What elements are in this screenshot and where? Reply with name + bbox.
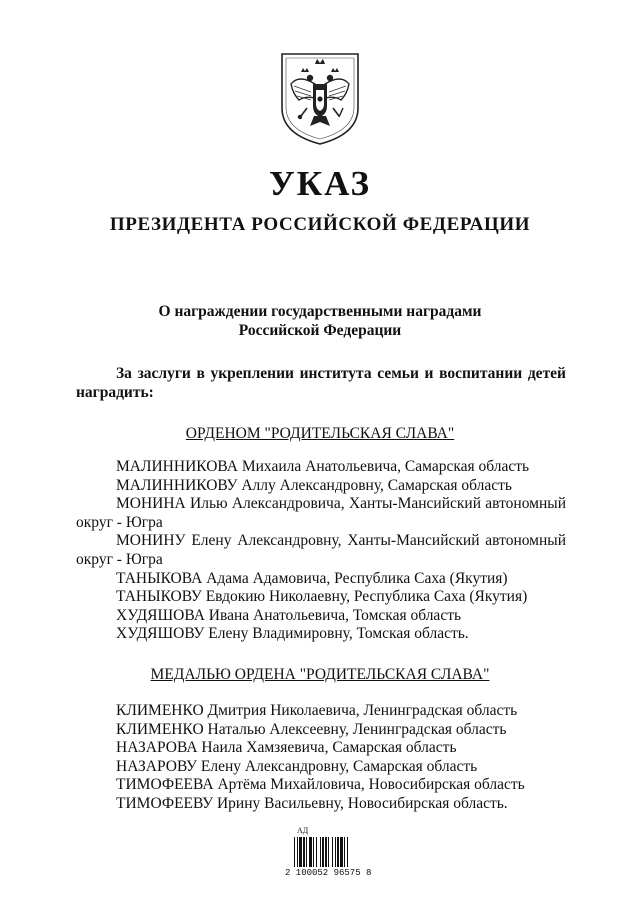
list-item bbox=[76, 607, 566, 626]
section-heading-medal: МЕДАЛЬЮ ОРДЕНА "РОДИТЕЛЬСКАЯ СЛАВА" bbox=[150, 666, 490, 683]
document-title: УКАЗ bbox=[269, 164, 371, 203]
recipient-surname: ТАНЫКОВА bbox=[116, 569, 203, 587]
list-item bbox=[76, 739, 566, 758]
recipient-details: Наила Хамзяевича, Самарская область bbox=[197, 739, 457, 757]
recipient-details: Елену Александровну, Ханты-Мансийский автономный округ - Югра bbox=[76, 532, 566, 568]
barcode-icon bbox=[294, 837, 366, 867]
recipient-surname: ТАНЫКОВУ bbox=[116, 588, 202, 606]
barcode-bar bbox=[294, 837, 295, 867]
list-item bbox=[76, 702, 566, 721]
recipient-surname: НАЗАРОВУ bbox=[116, 757, 198, 775]
preamble-text: За заслуги в укреплении института семьи и воспитании детей наградить: bbox=[76, 365, 566, 401]
document-subject bbox=[0, 302, 640, 340]
barcode-bar bbox=[344, 837, 345, 867]
award-list-medal bbox=[76, 702, 566, 814]
recipient-details: Елену Александровну, Самарская область bbox=[197, 757, 478, 775]
list-item bbox=[76, 458, 566, 477]
barcode-bar bbox=[303, 837, 305, 867]
barcode-mark: АД bbox=[297, 826, 309, 835]
barcode-bar bbox=[297, 837, 298, 867]
recipient-surname: ТИМОФЕЕВА bbox=[116, 776, 214, 794]
barcode-bar bbox=[335, 837, 336, 867]
barcode-bar bbox=[332, 837, 333, 867]
barcode-bar bbox=[320, 837, 321, 867]
barcode-bar bbox=[322, 837, 324, 867]
barcode-bar bbox=[325, 837, 327, 867]
coat-of-arms-icon bbox=[277, 50, 363, 146]
barcode-number: 2 100052 96575 8 bbox=[285, 868, 372, 878]
recipient-surname: КЛИМЕНКО bbox=[116, 702, 204, 719]
barcode-bar bbox=[337, 837, 339, 867]
barcode-bar bbox=[313, 837, 314, 867]
recipient-details: Михаила Анатольевича, Самарская область bbox=[237, 458, 530, 475]
recipient-surname: МОНИНУ bbox=[116, 532, 186, 550]
recipient-details: Наталью Алексеевну, Ленинградская область bbox=[203, 720, 507, 738]
subject-line-2: Российской Федерации bbox=[238, 322, 402, 339]
recipient-details: Илью Александровича, Ханты-Мансийский автономный округ - Югра bbox=[76, 495, 566, 531]
list-item bbox=[76, 570, 566, 589]
barcode-bar bbox=[328, 837, 329, 867]
section-heading-order: ОРДЕНОМ "РОДИТЕЛЬСКАЯ СЛАВА" bbox=[185, 425, 455, 442]
recipient-surname: МОНИНА bbox=[116, 495, 186, 513]
recipient-surname: МАЛИННИКОВА bbox=[116, 458, 238, 475]
document-issuer: ПРЕЗИДЕНТА РОССИЙСКОЙ ФЕДЕРАЦИИ bbox=[109, 214, 531, 235]
barcode-bar bbox=[316, 837, 317, 867]
list-item bbox=[76, 532, 566, 569]
barcode-bar bbox=[347, 837, 348, 867]
recipient-details: Евдокию Николаевну, Республика Саха (Якутия) bbox=[201, 588, 528, 606]
recipient-surname: НАЗАРОВА bbox=[116, 739, 198, 757]
barcode-bar bbox=[299, 837, 302, 867]
list-item bbox=[76, 477, 566, 496]
recipient-details: Ивана Анатольевича, Томская область bbox=[204, 606, 462, 624]
recipient-surname: МАЛИННИКОВУ bbox=[116, 476, 238, 494]
list-item bbox=[76, 776, 566, 795]
recipient-details: Аллу Александровну, Самарская область bbox=[237, 476, 512, 494]
list-item bbox=[76, 495, 566, 532]
recipient-surname: КЛИМЕНКО bbox=[116, 720, 204, 738]
recipient-surname: ХУДЯШОВА bbox=[116, 606, 205, 624]
list-item bbox=[76, 625, 566, 644]
recipient-details: Ирину Васильевну, Новосибирская область. bbox=[213, 794, 508, 812]
list-item bbox=[76, 721, 566, 740]
list-item bbox=[76, 795, 566, 814]
list-item bbox=[76, 588, 566, 607]
list-item bbox=[76, 758, 566, 777]
recipient-details: Елену Владимировну, Томская область. bbox=[204, 625, 469, 643]
recipient-details: Адама Адамовича, Республика Саха (Якутия) bbox=[202, 569, 508, 587]
subject-line-1: О награждении государственными наградами bbox=[158, 303, 482, 320]
recipient-surname: ХУДЯШОВУ bbox=[116, 625, 205, 643]
recipient-details: Артёма Михайловича, Новосибирская область bbox=[213, 776, 525, 794]
barcode-bar bbox=[309, 837, 312, 867]
barcode-bar bbox=[340, 837, 343, 867]
recipient-surname: ТИМОФЕЕВУ bbox=[116, 794, 214, 812]
award-list-order bbox=[76, 458, 566, 644]
barcode bbox=[283, 826, 393, 884]
recipient-details: Дмитрия Николаевича, Ленинградская область bbox=[203, 702, 518, 719]
barcode-bar bbox=[306, 837, 307, 867]
